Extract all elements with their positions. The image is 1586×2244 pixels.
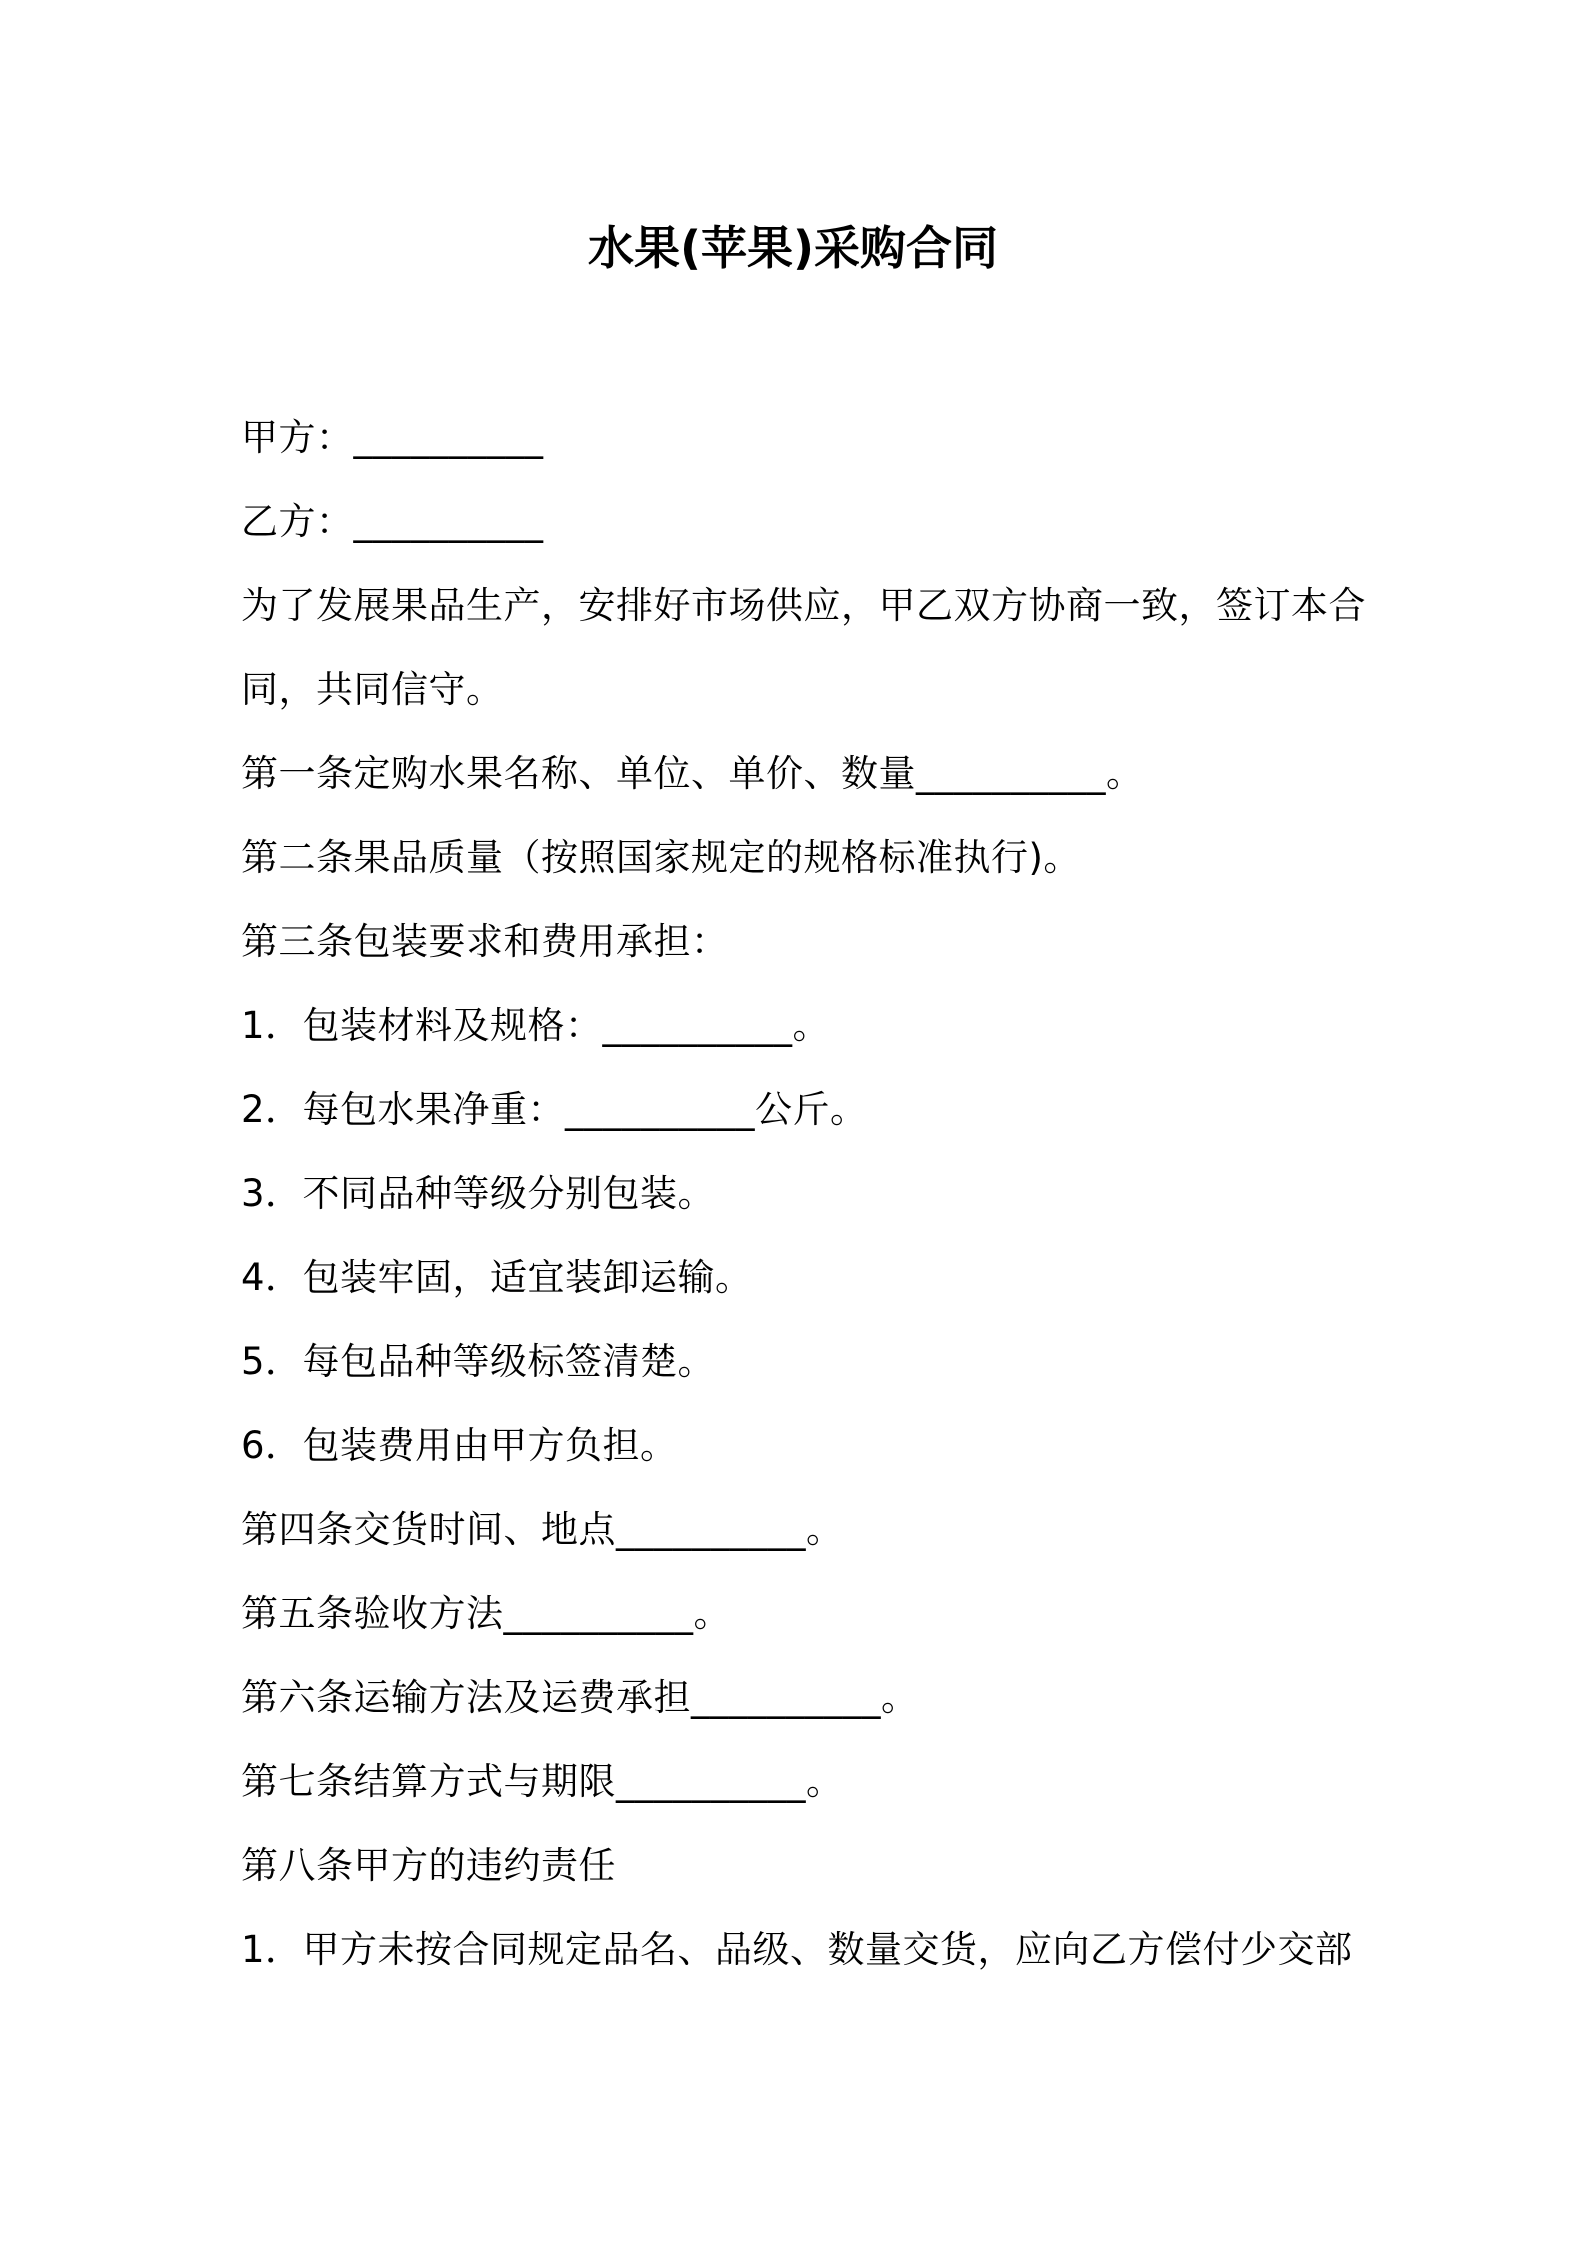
article-3-item-1: 1．包装材料及规格：__________。 bbox=[241, 1004, 831, 1047]
party-a-line: 甲方：__________ bbox=[241, 416, 544, 459]
preamble-line-2: 同，共同信守。 bbox=[241, 668, 504, 711]
document-body bbox=[241, 396, 1371, 1992]
article-6: 第六条运输方法及运费承担__________。 bbox=[241, 1676, 919, 1719]
article-2: 第二条果品质量（按照国家规定的规格标准执行)。 bbox=[241, 836, 1081, 879]
article-3-item-3: 3．不同品种等级分别包装。 bbox=[241, 1172, 716, 1215]
article-3: 第三条包装要求和费用承担： bbox=[241, 920, 729, 963]
article-8-item-1: 1．甲方未按合同规定品名、品级、数量交货，应向乙方偿付少交部 bbox=[241, 1928, 1353, 1971]
preamble-line-1: 为了发展果品生产，安排好市场供应，甲乙双方协商一致，签订本合 bbox=[241, 584, 1366, 627]
article-3-item-4: 4．包装牢固，适宜装卸运输。 bbox=[241, 1256, 753, 1299]
article-7: 第七条结算方式与期限__________。 bbox=[241, 1760, 844, 1803]
article-1: 第一条定购水果名称、单位、单价、数量__________。 bbox=[241, 752, 1144, 795]
article-8: 第八条甲方的违约责任 bbox=[241, 1844, 616, 1887]
article-4: 第四条交货时间、地点__________。 bbox=[241, 1508, 844, 1551]
article-3-item-6: 6．包装费用由甲方负担。 bbox=[241, 1424, 678, 1467]
party-b-line: 乙方：__________ bbox=[241, 500, 544, 543]
article-3-item-2: 2．每包水果净重：__________公斤。 bbox=[241, 1088, 868, 1131]
document-title: 水果(苹果)采购合同 bbox=[587, 221, 999, 275]
article-5: 第五条验收方法__________。 bbox=[241, 1592, 731, 1635]
article-3-item-5: 5．每包品种等级标签清楚。 bbox=[241, 1340, 716, 1383]
